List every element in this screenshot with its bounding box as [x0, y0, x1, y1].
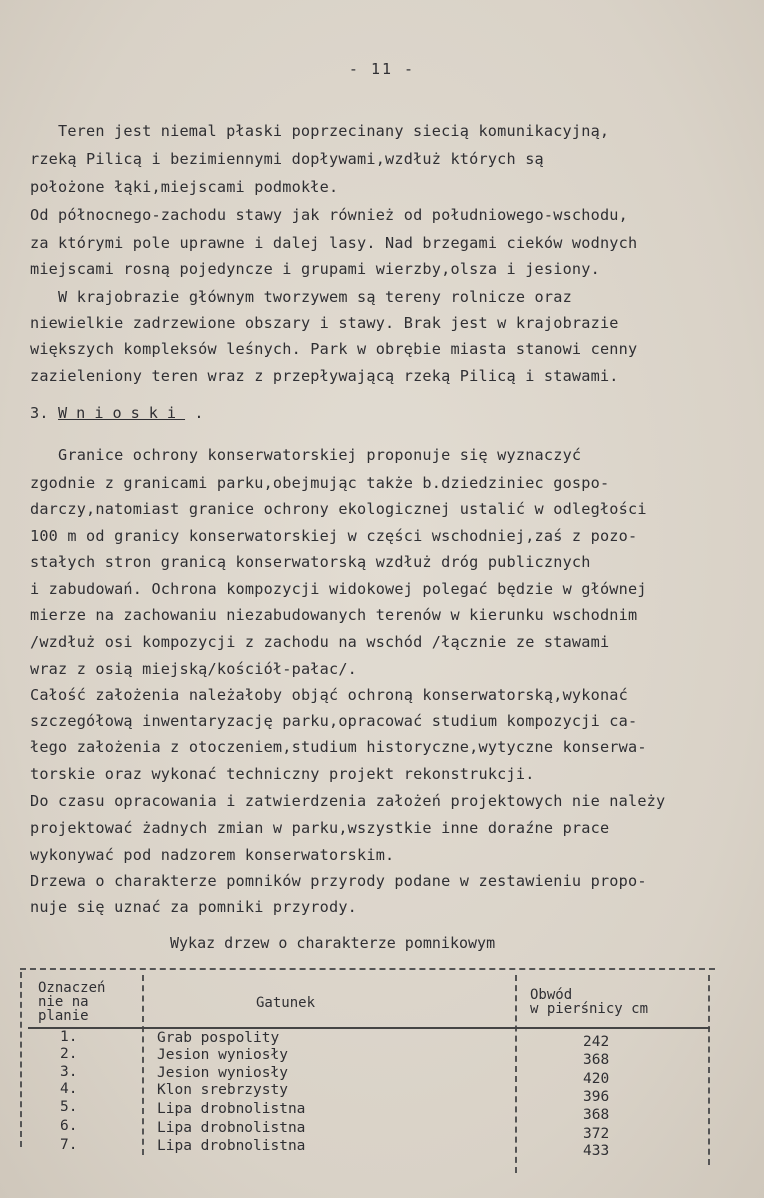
column-divider: [142, 975, 144, 1155]
paragraph-line: Teren jest niemal płaski poprzecinany siecią komunikacyjną,: [58, 122, 610, 140]
row-number: 1.: [60, 1029, 78, 1045]
row-species: Jesion wyniosły: [157, 1065, 288, 1081]
row-girth: 420: [583, 1071, 610, 1087]
body-line: /wzdłuż osi kompozycji z zachodu na wschód /łącznie ze stawami: [30, 633, 610, 651]
body-line: stałych stron granicą konserwatorską wzdłuż dróg publicznych: [30, 553, 591, 571]
column-header-species: Gatunek: [256, 995, 316, 1011]
table-caption: Wykaz drzew o charakterze pomnikowym: [170, 934, 496, 952]
body-line: i zabudowań. Ochrona kompozycji widokowej polegać będzie w głównej: [30, 580, 647, 598]
table-right-border: [708, 975, 710, 1165]
section-number: 3.: [30, 404, 49, 422]
paragraph-line: miejscami rosną pojedyncze i grupami wierzby,olsza i jesiony.: [30, 260, 600, 278]
row-girth: 368: [583, 1107, 610, 1123]
page-number: - 11 -: [348, 60, 416, 78]
row-species: Lipa drobnolistna: [157, 1101, 306, 1117]
row-number: 2.: [60, 1046, 78, 1062]
header-rule: [28, 1027, 710, 1029]
paragraph-line: położone łąki,miejscami podmokłe.: [30, 178, 339, 196]
body-line: 100 m od granicy konserwatorskiej w części wschodniej,zaś z pozo-: [30, 527, 638, 545]
row-species: Jesion wyniosły: [157, 1047, 288, 1063]
row-girth: 433: [583, 1143, 610, 1159]
row-number: 6.: [60, 1118, 78, 1134]
row-species: Klon srebrzysty: [157, 1082, 288, 1098]
body-line: nuje się uznać za pomniki przyrody.: [30, 898, 358, 916]
table-left-border: [20, 972, 22, 1147]
body-line: Całość założenia należałoby objąć ochroną konserwatorską,wykonać: [30, 686, 628, 704]
body-line: torskie oraz wykonać techniczny projekt rekonstrukcji.: [30, 765, 535, 783]
section-heading: [30, 404, 204, 422]
body-line: projektować żadnych zmian w parku,wszystkie inne doraźne prace: [30, 819, 610, 837]
body-line: Granice ochrony konserwatorskiej proponuje się wyznaczyć: [30, 446, 582, 464]
body-line: mierze na zachowaniu niezabudowanych terenów w kierunku wschodnim: [30, 606, 638, 624]
body-line: wykonywać pod nadzorem konserwatorskim.: [30, 846, 395, 864]
column-header-girth: Obwód w pierśnicy cm: [530, 987, 649, 1017]
row-species: Grab pospolity: [157, 1030, 280, 1046]
paragraph-line: za którymi pole uprawne i dalej lasy. Nad brzegami cieków wodnych: [30, 234, 638, 252]
paragraph-line: Od północnego-zachodu stawy jak również od południowego-wschodu,: [30, 206, 628, 224]
body-line: szczegółową inwentaryzację parku,opracować studium kompozycji ca-: [30, 712, 638, 730]
body-line: wraz z osią miejską/kościół-pałac/.: [30, 660, 358, 678]
paragraph-line: zazieleniony teren wraz z przepływającą rzeką Pilicą i stawami.: [30, 367, 619, 385]
row-species: Lipa drobnolistna: [157, 1138, 306, 1154]
row-girth: 242: [583, 1034, 610, 1050]
column-header-number: Oznaczeń nie na planie: [38, 980, 106, 1024]
body-line: zgodnie z granicami parku,obejmując także b.dziedziniec gospo-: [30, 474, 610, 492]
row-species: Lipa drobnolistna: [157, 1120, 306, 1136]
body-line: łego założenia z otoczeniem,studium historyczne,wytyczne konserwa-: [30, 738, 647, 756]
section-dot: .: [194, 404, 204, 422]
row-girth: 396: [583, 1089, 610, 1105]
paragraph-line: rzeką Pilicą i bezimiennymi dopływami,wzdłuż których są: [30, 150, 544, 168]
row-girth: 368: [583, 1052, 610, 1068]
body-line: darczy,natomiast granice ochrony ekologicznej ustalić w odległości: [30, 500, 647, 518]
paragraph-line: większych kompleksów leśnych. Park w obrębie miasta stanowi cenny: [30, 340, 638, 358]
body-line: Drzewa o charakterze pomników przyrody podane w zestawieniu propo-: [30, 872, 647, 890]
table-top-border: [20, 968, 715, 970]
row-number: 7.: [60, 1137, 78, 1153]
row-number: 3.: [60, 1064, 78, 1080]
paragraph-line: niewielkie zadrzewione obszary i stawy. Brak jest w krajobrazie: [30, 314, 619, 332]
section-title: Wnioski: [58, 404, 186, 422]
column-divider: [515, 975, 517, 1173]
row-number: 5.: [60, 1099, 78, 1115]
body-line: Do czasu opracowania i zatwierdzenia założeń projektowych nie należy: [30, 792, 666, 810]
row-number: 4.: [60, 1081, 78, 1097]
row-girth: 372: [583, 1126, 610, 1142]
paragraph-line: W krajobrazie głównym tworzywem są tereny rolnicze oraz: [30, 288, 572, 306]
